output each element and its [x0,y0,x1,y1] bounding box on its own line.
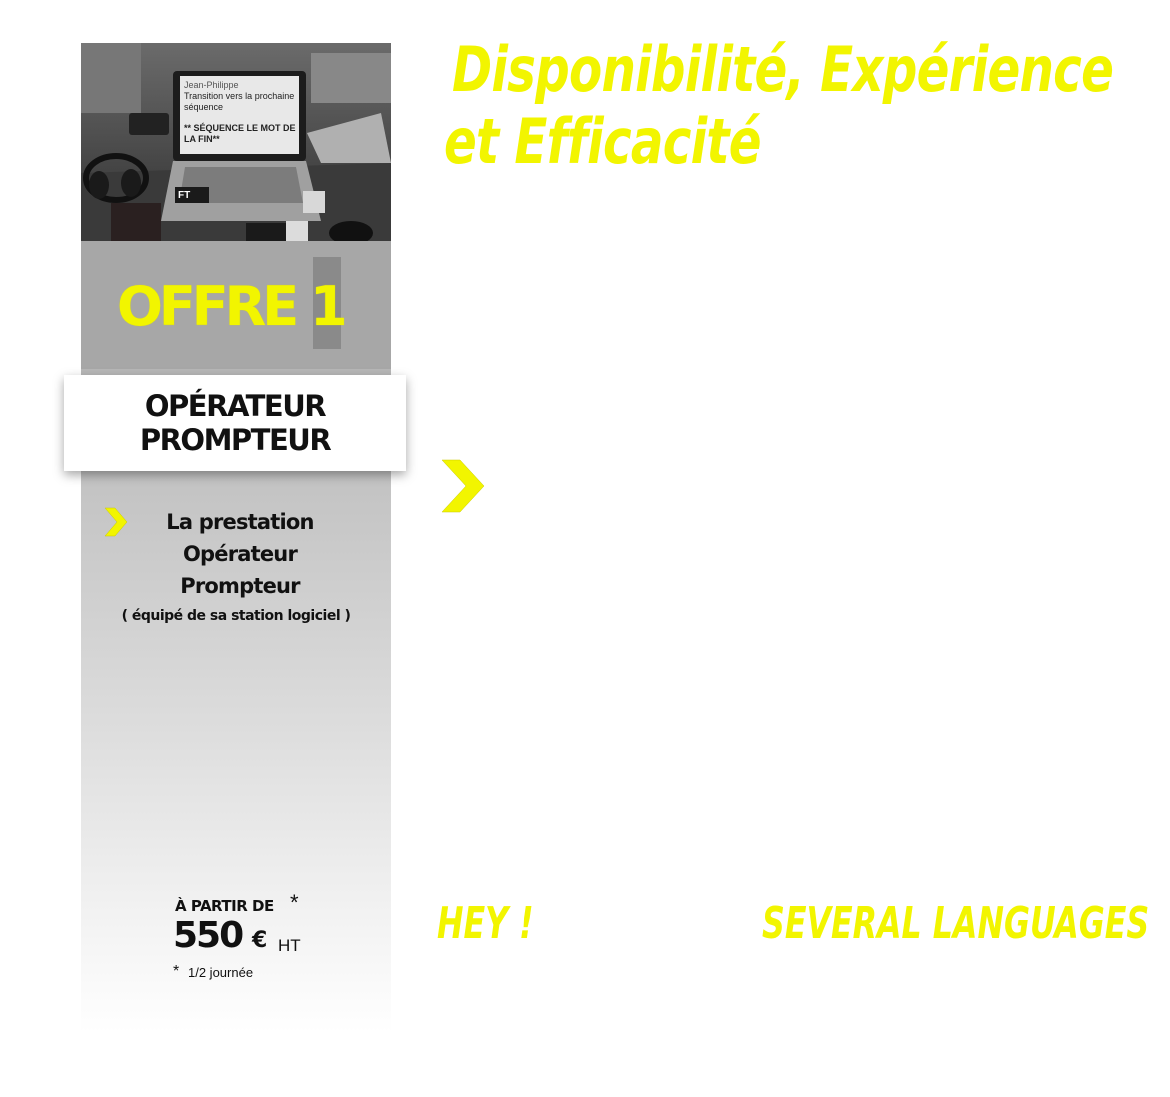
screen-line: Transition vers la prochaine [184,91,295,101]
logo-sticker: FT [178,190,191,201]
service-title-line1: OPÉRATEUR [144,389,326,423]
price-footnote: 1/2 journée [188,965,254,980]
heading-line2: et Efficacité [444,105,761,178]
service-title [64,375,406,471]
price-tax: HT [278,936,301,955]
prestation-description [140,506,340,602]
price-value: 550 [173,915,243,956]
heading-line1: Disponibilité, Expérience [452,33,1114,106]
prestation-note: ( équipé de sa station logiciel ) [121,608,351,624]
offer-band [81,241,391,369]
laptop-screen-text [184,80,299,145]
screen-line: LA FIN** [184,134,220,144]
prestation-line1: La prestation [166,510,314,534]
price-asterisk: * [290,890,299,915]
chevron-right-icon [440,458,486,519]
chevron-right-icon [103,506,129,543]
laptop-photo [81,43,391,241]
prestation-line3: Prompteur [180,574,300,598]
service-title-line2: PROMPTEUR [139,423,331,457]
screen-name: Jean-Philippe [184,80,239,90]
footnote-asterisk: * [173,963,180,980]
price-from-label: À PARTIR DE [175,897,274,915]
price-currency: € [252,928,268,953]
languages-label: SEVERAL LANGUAGES [762,898,1150,949]
offer-label: OFFRE 1 [117,275,344,338]
screen-line: ** SÉQUENCE LE MOT DE [184,123,296,133]
hey-label: HEY ! [437,898,534,949]
screen-line: séquence [184,102,224,112]
prestation-line2: Opérateur [182,542,298,566]
